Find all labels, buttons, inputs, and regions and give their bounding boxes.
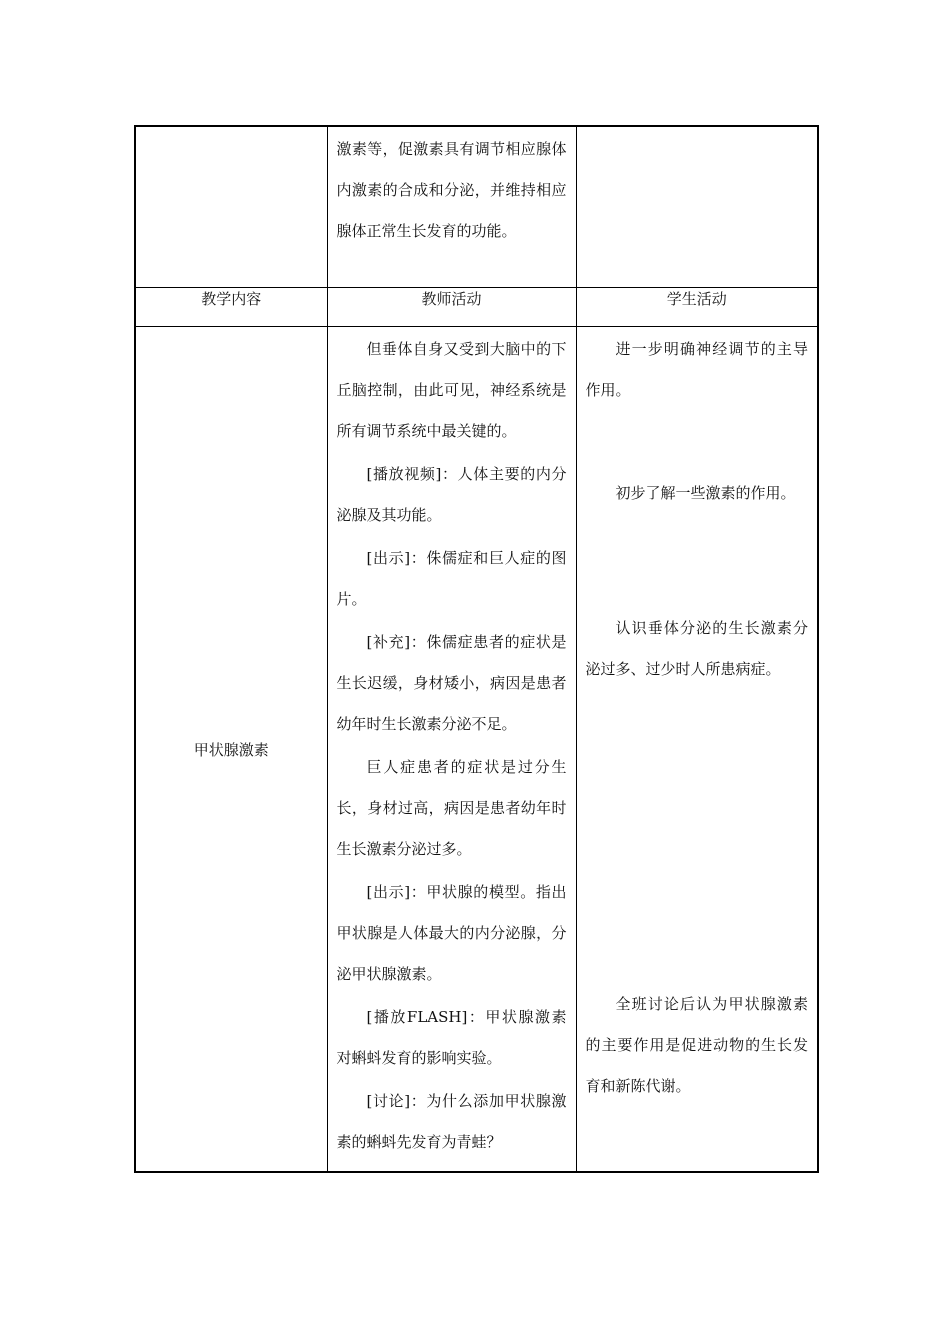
teacher-paragraph: [播放视频]：人体主要的内分泌腺及其功能。 <box>336 465 567 524</box>
header-teacher: 教师活动 <box>327 288 576 327</box>
teacher-cell <box>327 327 576 1173</box>
content-cell-empty <box>135 126 327 288</box>
student-cell <box>576 327 818 1173</box>
teacher-paragraph: [补充]：侏儒症患者的症状是生长迟缓，身材矮小，病因是患者幼年时生长激素分泌不足。 <box>336 633 567 733</box>
teacher-paragraph: [出示]：侏儒症和巨人症的图片。 <box>336 549 567 608</box>
teacher-paragraph: [播放FLASH]：甲状腺激素对蝌蚪发育的影响实验。 <box>336 1008 567 1067</box>
student-cell-empty <box>576 126 818 288</box>
teacher-paragraph: 激素等，促激素具有调节相应腺体内激素的合成和分泌，并维持相应腺体正常生长发育的功能。 <box>336 140 567 240</box>
teacher-paragraph: 巨人症患者的症状是过分生长，身材过高，病因是患者幼年时生长激素分泌过多。 <box>336 758 567 858</box>
teacher-cell-continued <box>327 126 576 288</box>
thyroid-row <box>135 327 818 1173</box>
teacher-paragraph: [出示]：甲状腺的模型。指出甲状腺是人体最大的内分泌腺，分泌甲状腺激素。 <box>336 883 567 983</box>
header-content: 教学内容 <box>135 288 327 327</box>
student-paragraph: 初步了解一些激素的作用。 <box>615 484 796 502</box>
continued-row <box>135 126 818 288</box>
teacher-paragraph: [讨论]：为什么添加甲状腺激素的蝌蚪先发育为青蛙？ <box>336 1092 567 1151</box>
teacher-paragraph: 但垂体自身又受到大脑中的下丘脑控制，由此可见，神经系统是所有调节系统中最关键的。 <box>336 340 567 440</box>
student-paragraph: 全班讨论后认为甲状腺激素的主要作用是促进动物的生长发育和新陈代谢。 <box>585 995 808 1095</box>
student-paragraph: 认识垂体分泌的生长激素分泌过多、过少时人所患病症。 <box>585 619 808 678</box>
student-paragraph: 进一步明确神经调节的主导作用。 <box>585 340 808 399</box>
header-student: 学生活动 <box>576 288 818 327</box>
content-cell: 甲状腺激素 <box>135 327 327 1173</box>
lesson-plan-table <box>134 125 819 1173</box>
header-row <box>135 288 818 327</box>
